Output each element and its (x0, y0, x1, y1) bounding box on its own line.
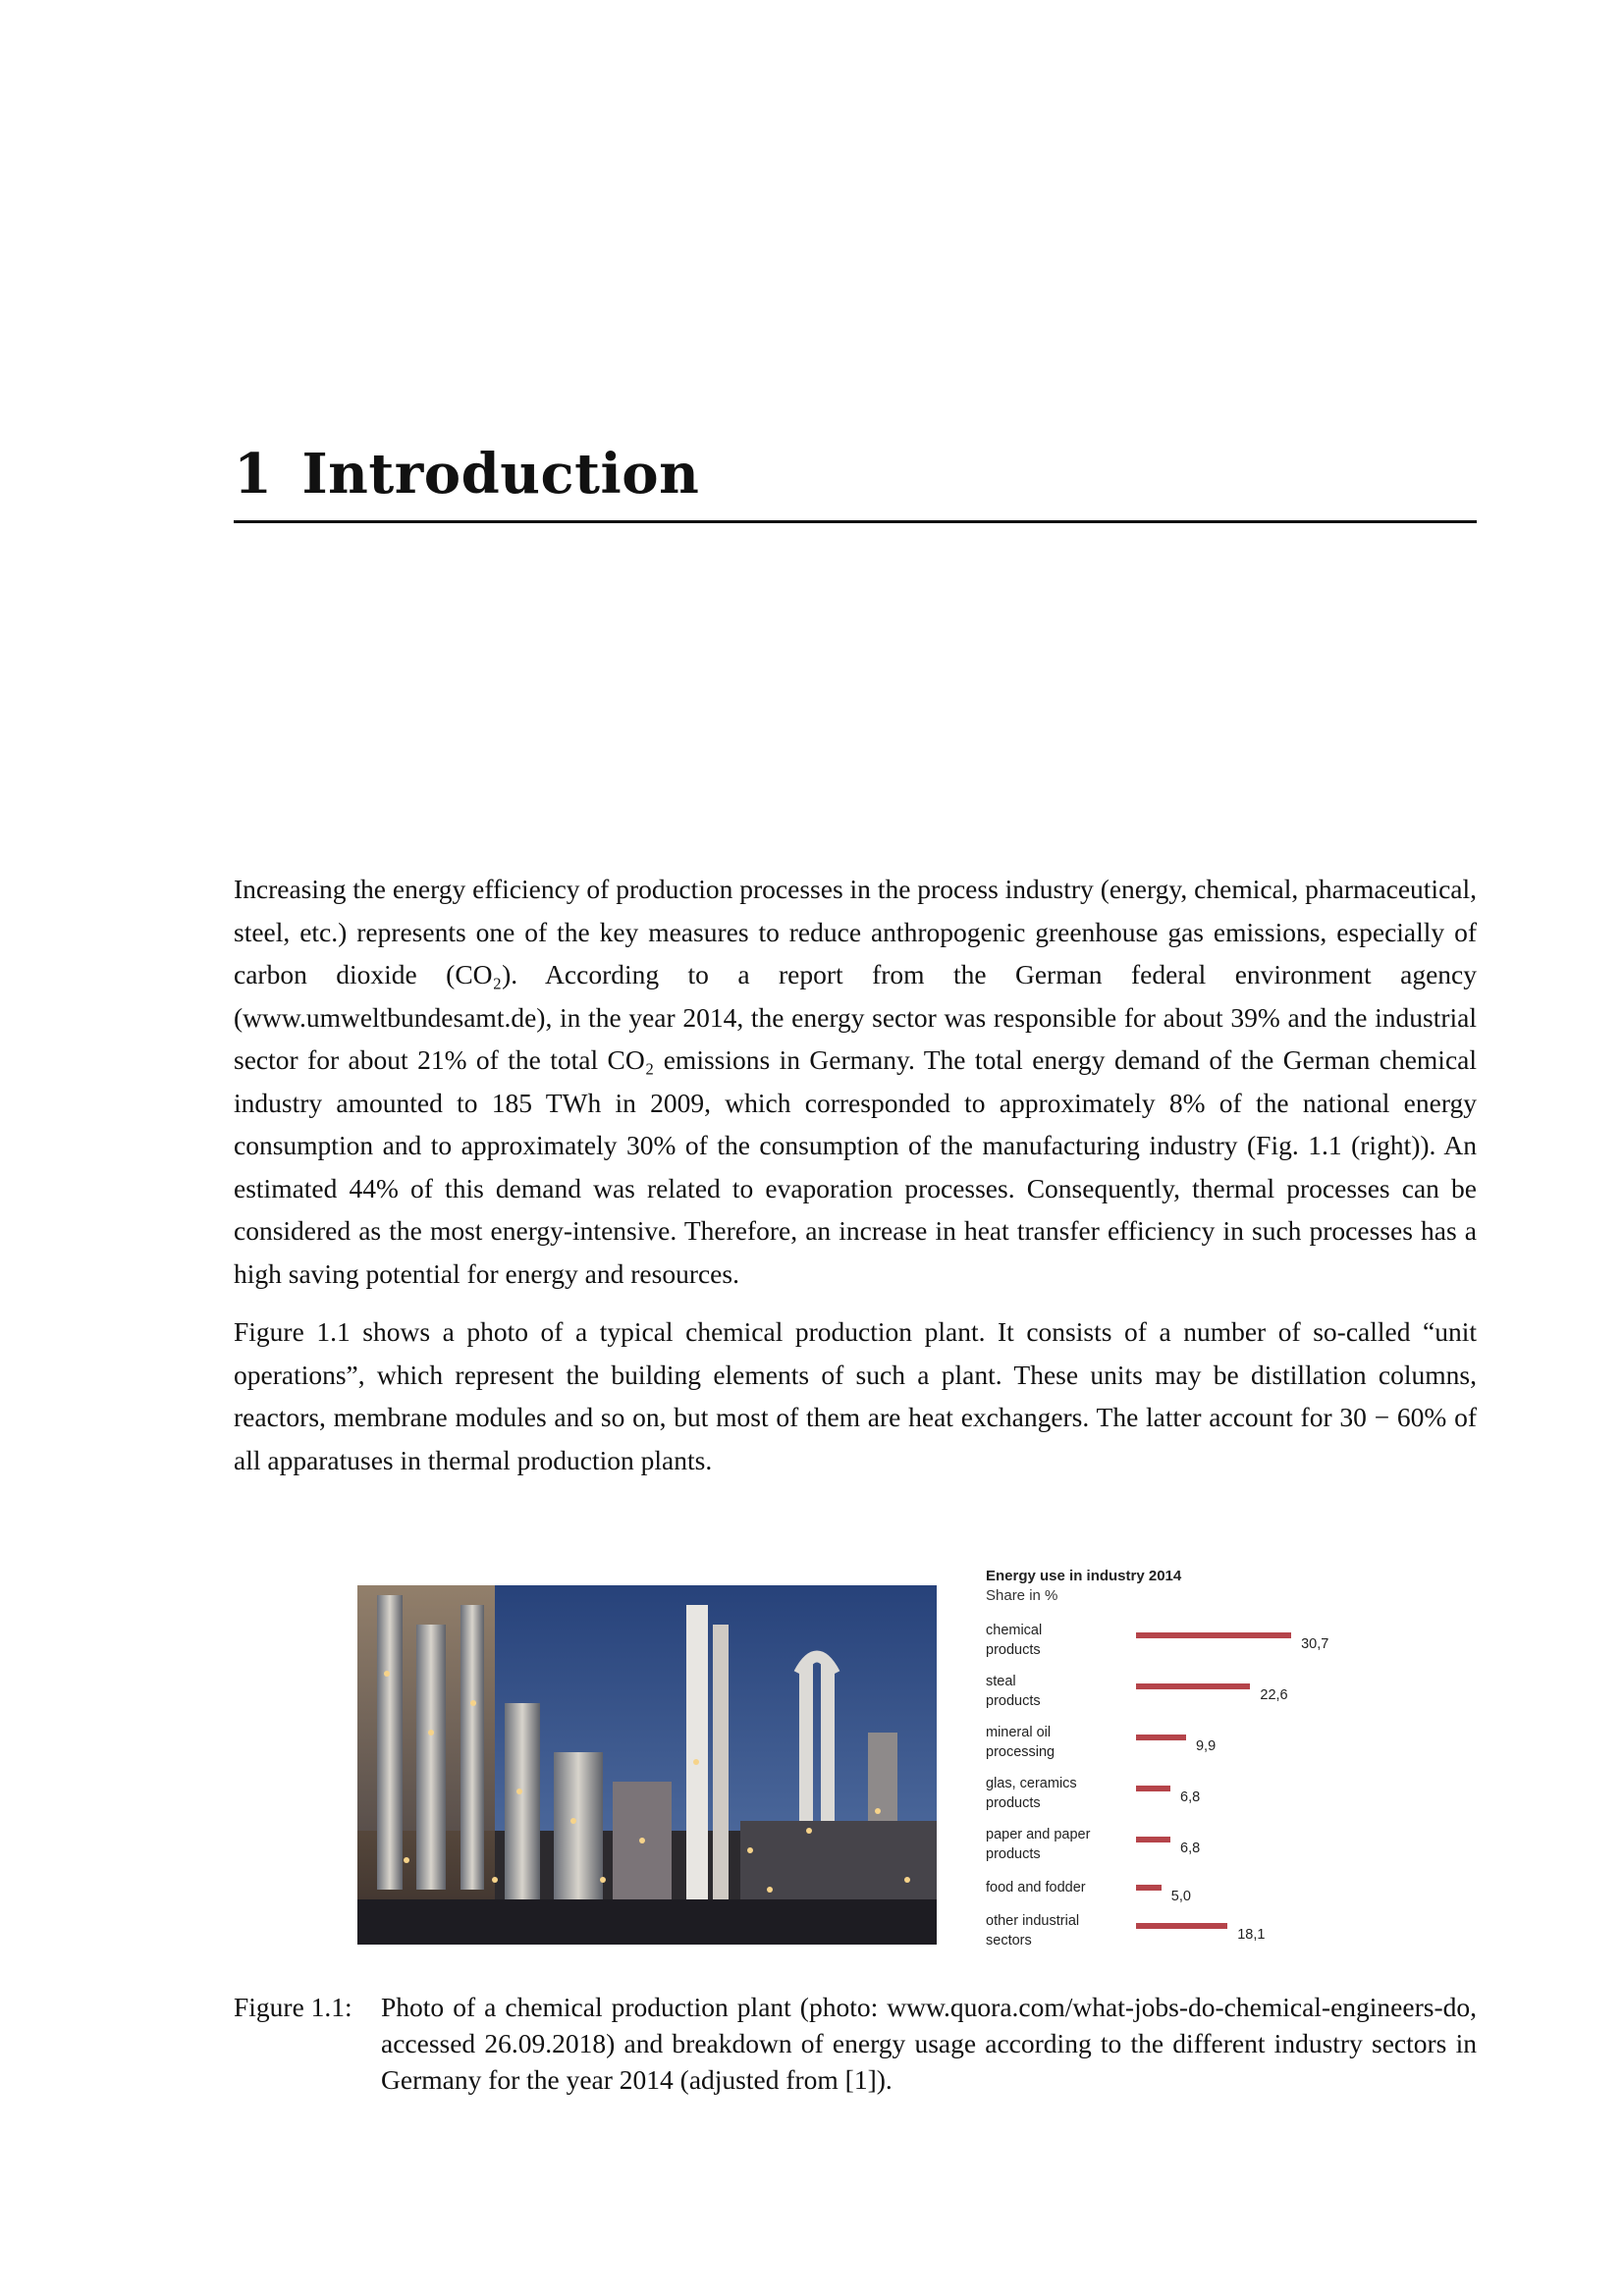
bar-value-label: 18,1 (1237, 1927, 1266, 1943)
caption-text: Photo of a chemical production plant (photo: www.quora.com/what-jobs-do-chemical-engineers-do, accessed 26.09.2018) and breakdown of energy usage according to the different industry sectors in Germany for the year 2014 (adjusted from [1]). (381, 1992, 1477, 2095)
category-line: sectors (986, 1933, 1032, 1949)
category-line: steal (986, 1674, 1016, 1689)
category-line: products (986, 1846, 1041, 1862)
category-label (986, 1723, 1133, 1762)
energy-use-chart (986, 1566, 1477, 1958)
bar (1136, 1632, 1291, 1638)
category-line: processing (986, 1744, 1056, 1760)
category-label (986, 1878, 1133, 1897)
bar (1136, 1837, 1170, 1842)
category-line: chemical (986, 1623, 1043, 1638)
body-text (234, 868, 1477, 1497)
bar (1136, 1923, 1227, 1929)
bar-value-label: 30,7 (1301, 1636, 1329, 1652)
category-line: paper and paper (986, 1827, 1091, 1842)
bar (1136, 1786, 1170, 1791)
bar-value-label: 5,0 (1170, 1889, 1191, 1904)
bar (1136, 1683, 1250, 1689)
chapter-number: 1 (234, 442, 273, 507)
chapter-heading (234, 440, 1477, 508)
category-label (986, 1911, 1133, 1950)
paragraph: Figure 1.1 shows a photo of a typical chemical production plant. It consists of a number of so-called “unit operations”, which represent the building elements of such a plant. These units may be distillation columns, reactors, membrane modules and so on, but most of them are heat exchangers. The latter account for 30 − 60% of all apparatuses in thermal production plants. (234, 1316, 1477, 1475)
figure-1-1 (357, 1566, 1487, 1958)
chart-subtitle: Share in % (986, 1587, 1058, 1604)
chapter-rule (234, 520, 1477, 523)
category-line: products (986, 1693, 1041, 1709)
category-label (986, 1774, 1133, 1813)
chart-title: Energy use in industry 2014 (986, 1568, 1182, 1584)
category-line: other industrial (986, 1913, 1080, 1929)
category-label (986, 1825, 1133, 1864)
chapter-title (234, 440, 1477, 508)
bar-value-label: 9,9 (1195, 1738, 1217, 1754)
bar-value-label: 22,6 (1260, 1687, 1288, 1703)
category-label (986, 1621, 1133, 1660)
category-line: products (986, 1795, 1041, 1811)
caption-label: Figure 1.1: (234, 1992, 352, 2022)
category-line: mineral oil (986, 1725, 1052, 1740)
bar (1136, 1885, 1162, 1891)
bar-value-label: 6,8 (1180, 1841, 1201, 1856)
figure-caption (234, 1989, 1477, 2098)
plant-illustration (357, 1585, 937, 1945)
category-line: products (986, 1642, 1041, 1658)
category-label (986, 1672, 1133, 1711)
paragraph: Increasing the energy efficiency of production processes in the process industry (energy, chemical, pharmaceutical, steel, etc.) represents one of the key measures to reduce anthropogenic greenhouse gas emissions, especially of carbon dioxide (CO₂). According to a report from the German federal environment agency (www.umweltbundesamt.de), in the year 2014, the energy sector was responsible for about 39% and the industrial sector for about 21% of the total CO₂ emissions in Germany. The total energy demand of the German chemical industry amounted to 185 TWh in 2009, which corresponded to approximately 8% of the national energy consumption and to approximately 30% of the consumption of the manufacturing industry (Fig. 1.1 (right)). An estimated 44% of this demand was related to evaporation processes. Consequently, thermal processes can be considered as the most energy-intensive. Therefore, an increase in heat transfer efficiency in such processes has a high saving potential for energy and resources. (234, 874, 1477, 1289)
chemical-plant-photo (357, 1585, 937, 1945)
bar (1136, 1735, 1186, 1740)
category-line: food and fodder (986, 1880, 1086, 1896)
category-line: glas, ceramics (986, 1776, 1077, 1791)
chapter-title-text: Introduction (301, 442, 700, 507)
bar-value-label: 6,8 (1180, 1789, 1201, 1805)
